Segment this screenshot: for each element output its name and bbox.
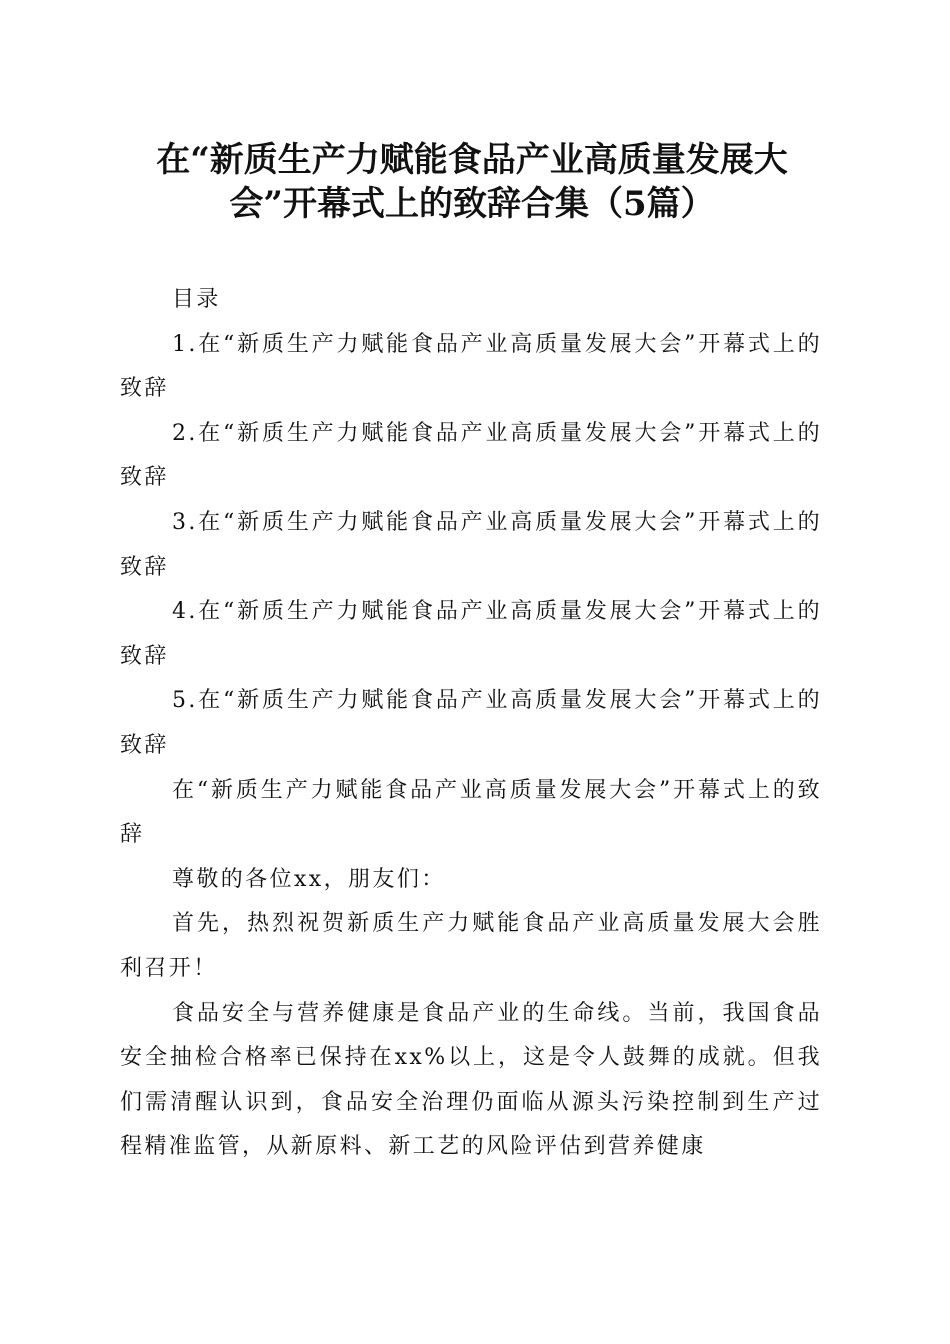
toc-item-2: 2.在“新质生产力赋能食品产业高质量发展大会”开幕式上的致辞 xyxy=(120,420,822,491)
toc-item-1: 1.在“新质生产力赋能食品产业高质量发展大会”开幕式上的致辞 xyxy=(120,331,822,402)
toc-item-5: 5.在“新质生产力赋能食品产业高质量发展大会”开幕式上的致辞 xyxy=(120,688,822,758)
salutation: 尊敬的各位xx，朋友们： xyxy=(172,866,446,892)
document-title xyxy=(120,138,824,226)
paragraph-1: 首先，热烈祝贺新质生产力赋能食品产业高质量发展大会胜利召开！ xyxy=(120,911,822,981)
section-title: 在“新质生产力赋能食品产业高质量发展大会”开幕式上的致辞 xyxy=(120,777,822,848)
toc-item-3: 3.在“新质生产力赋能食品产业高质量发展大会”开幕式上的致辞 xyxy=(120,509,822,580)
title-line-1: 在“新质生产力赋能食品产业高质量发展大 xyxy=(156,140,788,180)
toc-item-4: 4.在“新质生产力赋能食品产业高质量发展大会”开幕式上的致辞 xyxy=(120,599,822,669)
paragraph-2: 食品安全与营养健康是食品产业的生命线。当前，我国食品安全抽检合格率已保持在xx%以上，这是令人鼓舞的成就。但我们需清醒认识到，食品安全治理仍面临从源头污染控制到生产过程精准监管，从新原料、新工艺的风险评估到营养健康 xyxy=(120,1000,822,1160)
title-line-2: 会”开幕式上的致辞合集（5篇） xyxy=(229,184,715,224)
document-body xyxy=(120,278,822,1170)
toc-heading: 目录 xyxy=(172,287,221,312)
